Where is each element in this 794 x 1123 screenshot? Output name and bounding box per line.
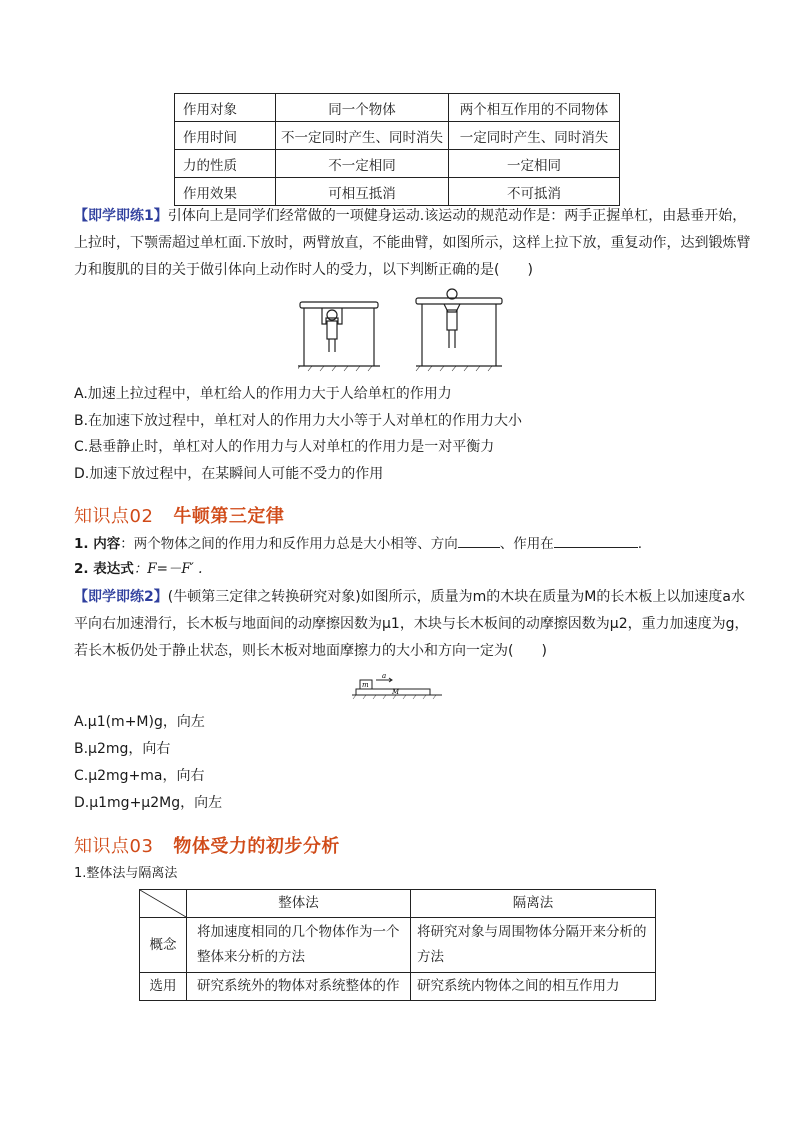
table-row — [175, 94, 620, 122]
table-row — [175, 150, 620, 178]
item-text: ：两个物体之间的作用力和反作用力总是大小相等、方向 — [120, 536, 458, 552]
accel-label: a — [382, 674, 387, 680]
exercise-1-text — [74, 203, 754, 284]
table-row — [175, 122, 620, 150]
table-row — [140, 918, 656, 973]
table-cell: 一定同时产生、同时消失 — [449, 122, 620, 150]
section-title: 牛顿第三定律 — [173, 506, 285, 527]
exercise-tag: 【即学即练2】 — [74, 589, 168, 605]
section-number: 知识点02 — [74, 506, 154, 527]
option-c: C.μ2mg+ma，向右 — [74, 768, 205, 784]
option-b: B.μ2mg，向右 — [74, 741, 171, 757]
table-cell: 同一个物体 — [276, 94, 449, 122]
option-c: C.悬垂静止时，单杠对人的作用力与人对单杠的作用力是一对平衡力 — [74, 439, 495, 455]
option-b: B.在加速下放过程中，单杠对人的作用力大小等于人对单杠的作用力大小 — [74, 413, 523, 429]
diagonal-line — [140, 890, 186, 917]
table-cell: 选用 — [140, 973, 187, 1001]
table-cell: 可相互抵消 — [276, 178, 449, 206]
table-row — [140, 890, 656, 918]
table-cell: 研究系统内物体之间的相互作用力 — [411, 973, 656, 1001]
fill-blank — [458, 533, 500, 548]
exercise-body: 引体向上是同学们经常做的一项健身运动.该运动的规范动作是：两手正握单杠，由悬垂开始，上拉时，下颚需超过单杠面.下放时，两臂放直，不能曲臂，如图所示，这样上拉下放，重复动作，达到锻炼臂力和腹肌的目的关于做引体向上动作时人的受力，以下判断正确的是( ) — [74, 208, 751, 278]
section-number: 知识点03 — [74, 836, 154, 857]
table-cell: 将加速度相同的几个物体作为一个整体来分析的方法 — [187, 918, 411, 973]
table-corner-cell — [140, 890, 187, 918]
table-cell: 将研究对象与周围物体分隔开来分析的方法 — [411, 918, 656, 973]
subsection-title: 1.整体法与隔离法 — [74, 866, 178, 881]
exercise-2-text — [74, 584, 754, 665]
table-cell: 两个相互作用的不同物体 — [449, 94, 620, 122]
table-cell: 概念 — [140, 918, 187, 973]
table-cell: 一定相同 — [449, 150, 620, 178]
item-label: 1. 内容 — [74, 536, 121, 552]
option-a: A.μ1(m+M)g，向左 — [74, 714, 205, 730]
table-cell: 作用效果 — [175, 178, 276, 206]
fill-blank — [554, 533, 638, 548]
formula: ：F=－F′ . — [133, 561, 203, 577]
mass-m-label: m — [362, 681, 369, 689]
table-cell: 力的性质 — [175, 150, 276, 178]
table-cell: 不一定同时产生、同时消失 — [276, 122, 449, 150]
block-board-figure — [352, 674, 444, 702]
option-d: D.加速下放过程中，在某瞬间人可能不受力的作用 — [74, 466, 384, 482]
item-label: 2. 表达式 — [74, 561, 134, 577]
item-text: . — [637, 536, 643, 552]
pullup-figure — [298, 288, 504, 372]
section-heading-02 — [74, 502, 284, 528]
section-title: 物体受力的初步分析 — [173, 836, 340, 857]
table-header: 整体法 — [187, 890, 411, 918]
law-content — [74, 533, 642, 554]
law-formula — [74, 559, 202, 579]
table-row — [140, 973, 656, 1001]
table-cell: 作用时间 — [175, 122, 276, 150]
mass-M-label: M — [392, 688, 400, 696]
exercise-body: (牛顿第三定律之转换研究对象)如图所示，质量为m的木块在质量为M的长木板上以加速度a水平向右加速滑行，长木板与地面间的动摩擦因数为μ1，木块与长木板间的动摩擦因数为μ2，重力加速度为g，若长木板仍处于静止状态，则长木板对地面摩擦力的大小和方向一定为( ) — [74, 589, 749, 659]
item-text: 、作用在 — [499, 536, 554, 552]
table-cell: 不一定相同 — [276, 150, 449, 178]
table-cell: 作用对象 — [175, 94, 276, 122]
table-header: 隔离法 — [411, 890, 656, 918]
section-heading-03 — [74, 832, 340, 858]
option-a: A.加速上拉过程中，单杠给人的作用力大于人给单杠的作用力 — [74, 386, 452, 402]
table-cell: 研究系统外的物体对系统整体的作 — [187, 973, 411, 1001]
exercise-tag: 【即学即练1】 — [74, 208, 168, 224]
comparison-table — [174, 93, 620, 206]
table-row — [175, 178, 620, 206]
method-table — [139, 889, 656, 1001]
option-d: D.μ1mg+μ2Mg，向左 — [74, 795, 223, 811]
table-cell: 不可抵消 — [449, 178, 620, 206]
